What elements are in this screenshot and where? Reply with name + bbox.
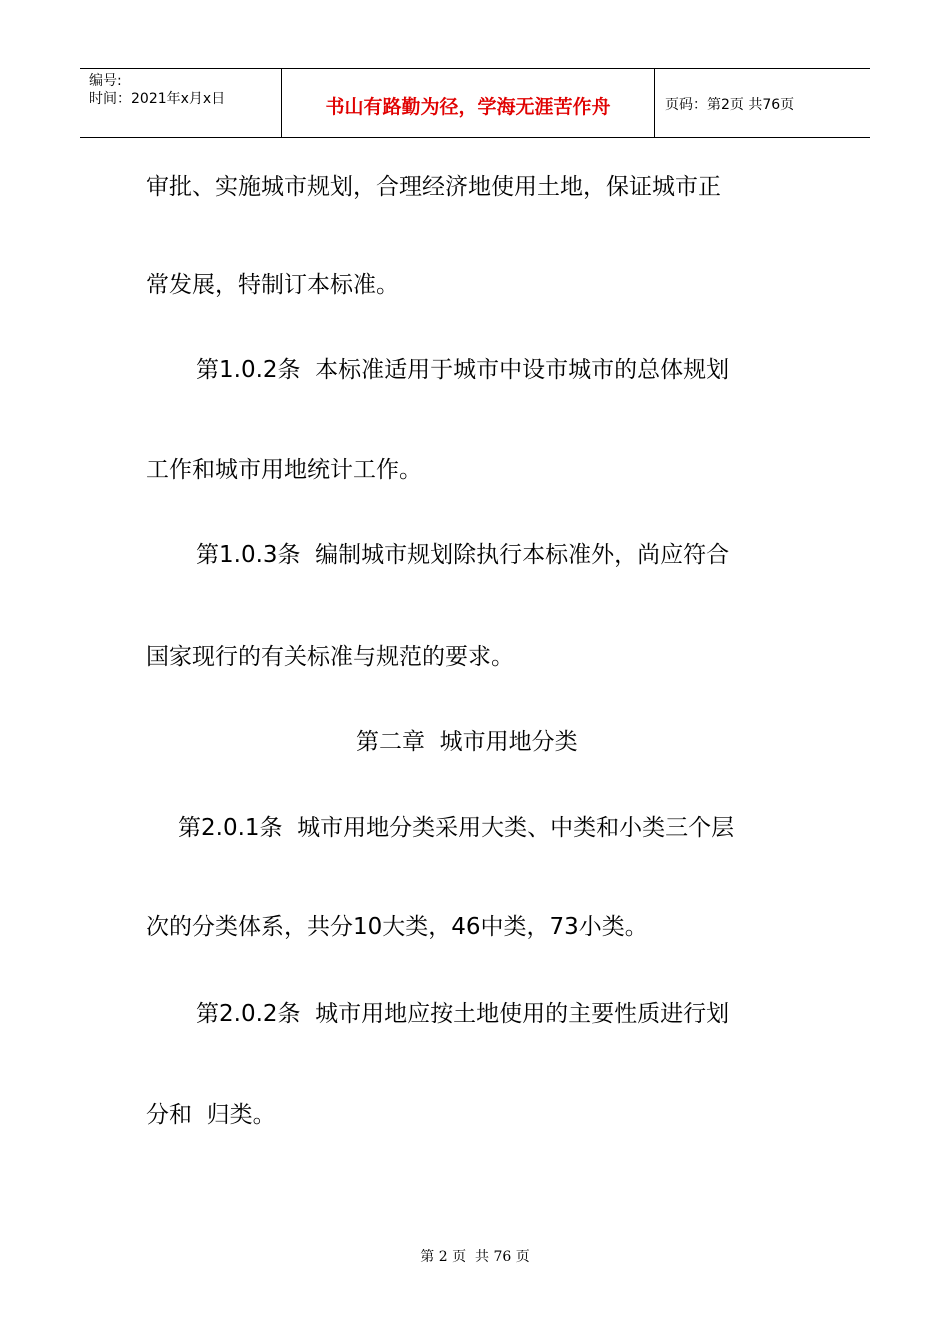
page-header [80,68,870,138]
chapter-heading: 第二章 城市用地分类 [356,729,578,755]
header-meta-cell [80,69,282,137]
article-2-0-1: 第2.0.1条 城市用地分类采用大类、中类和小类三个层 [178,815,735,841]
body-line: 次的分类体系，共分10大类，46中类，73小类。 [146,914,648,940]
header-page-info: 页码：第2页 共76页 [665,97,795,113]
document-time-label: 时间：2021年x月x日 [89,91,226,107]
article-1-0-3: 第1.0.3条 编制城市规划除执行本标准外，尚应符合 [196,542,730,568]
article-1-0-2: 第1.0.2条 本标准适用于城市中设市城市的总体规划 [196,357,730,383]
body-line: 国家现行的有关标准与规范的要求。 [146,644,514,670]
article-2-0-2: 第2.0.2条 城市用地应按土地使用的主要性质进行划 [196,1001,730,1027]
body-line: 工作和城市用地统计工作。 [146,457,422,483]
header-motto: 书山有路勤为径，学海无涯苦作舟 [325,95,611,118]
body-line: 常发展，特制订本标准。 [146,272,399,298]
page-footer: 第 2 页 共 76 页 [420,1249,530,1265]
document-number-label: 编号: [89,73,122,89]
body-line: 审批、实施城市规划，合理经济地使用土地，保证城市正 [146,174,721,200]
header-motto-cell [282,69,655,137]
header-page-cell [655,69,870,137]
body-line: 分和 归类。 [146,1102,276,1128]
